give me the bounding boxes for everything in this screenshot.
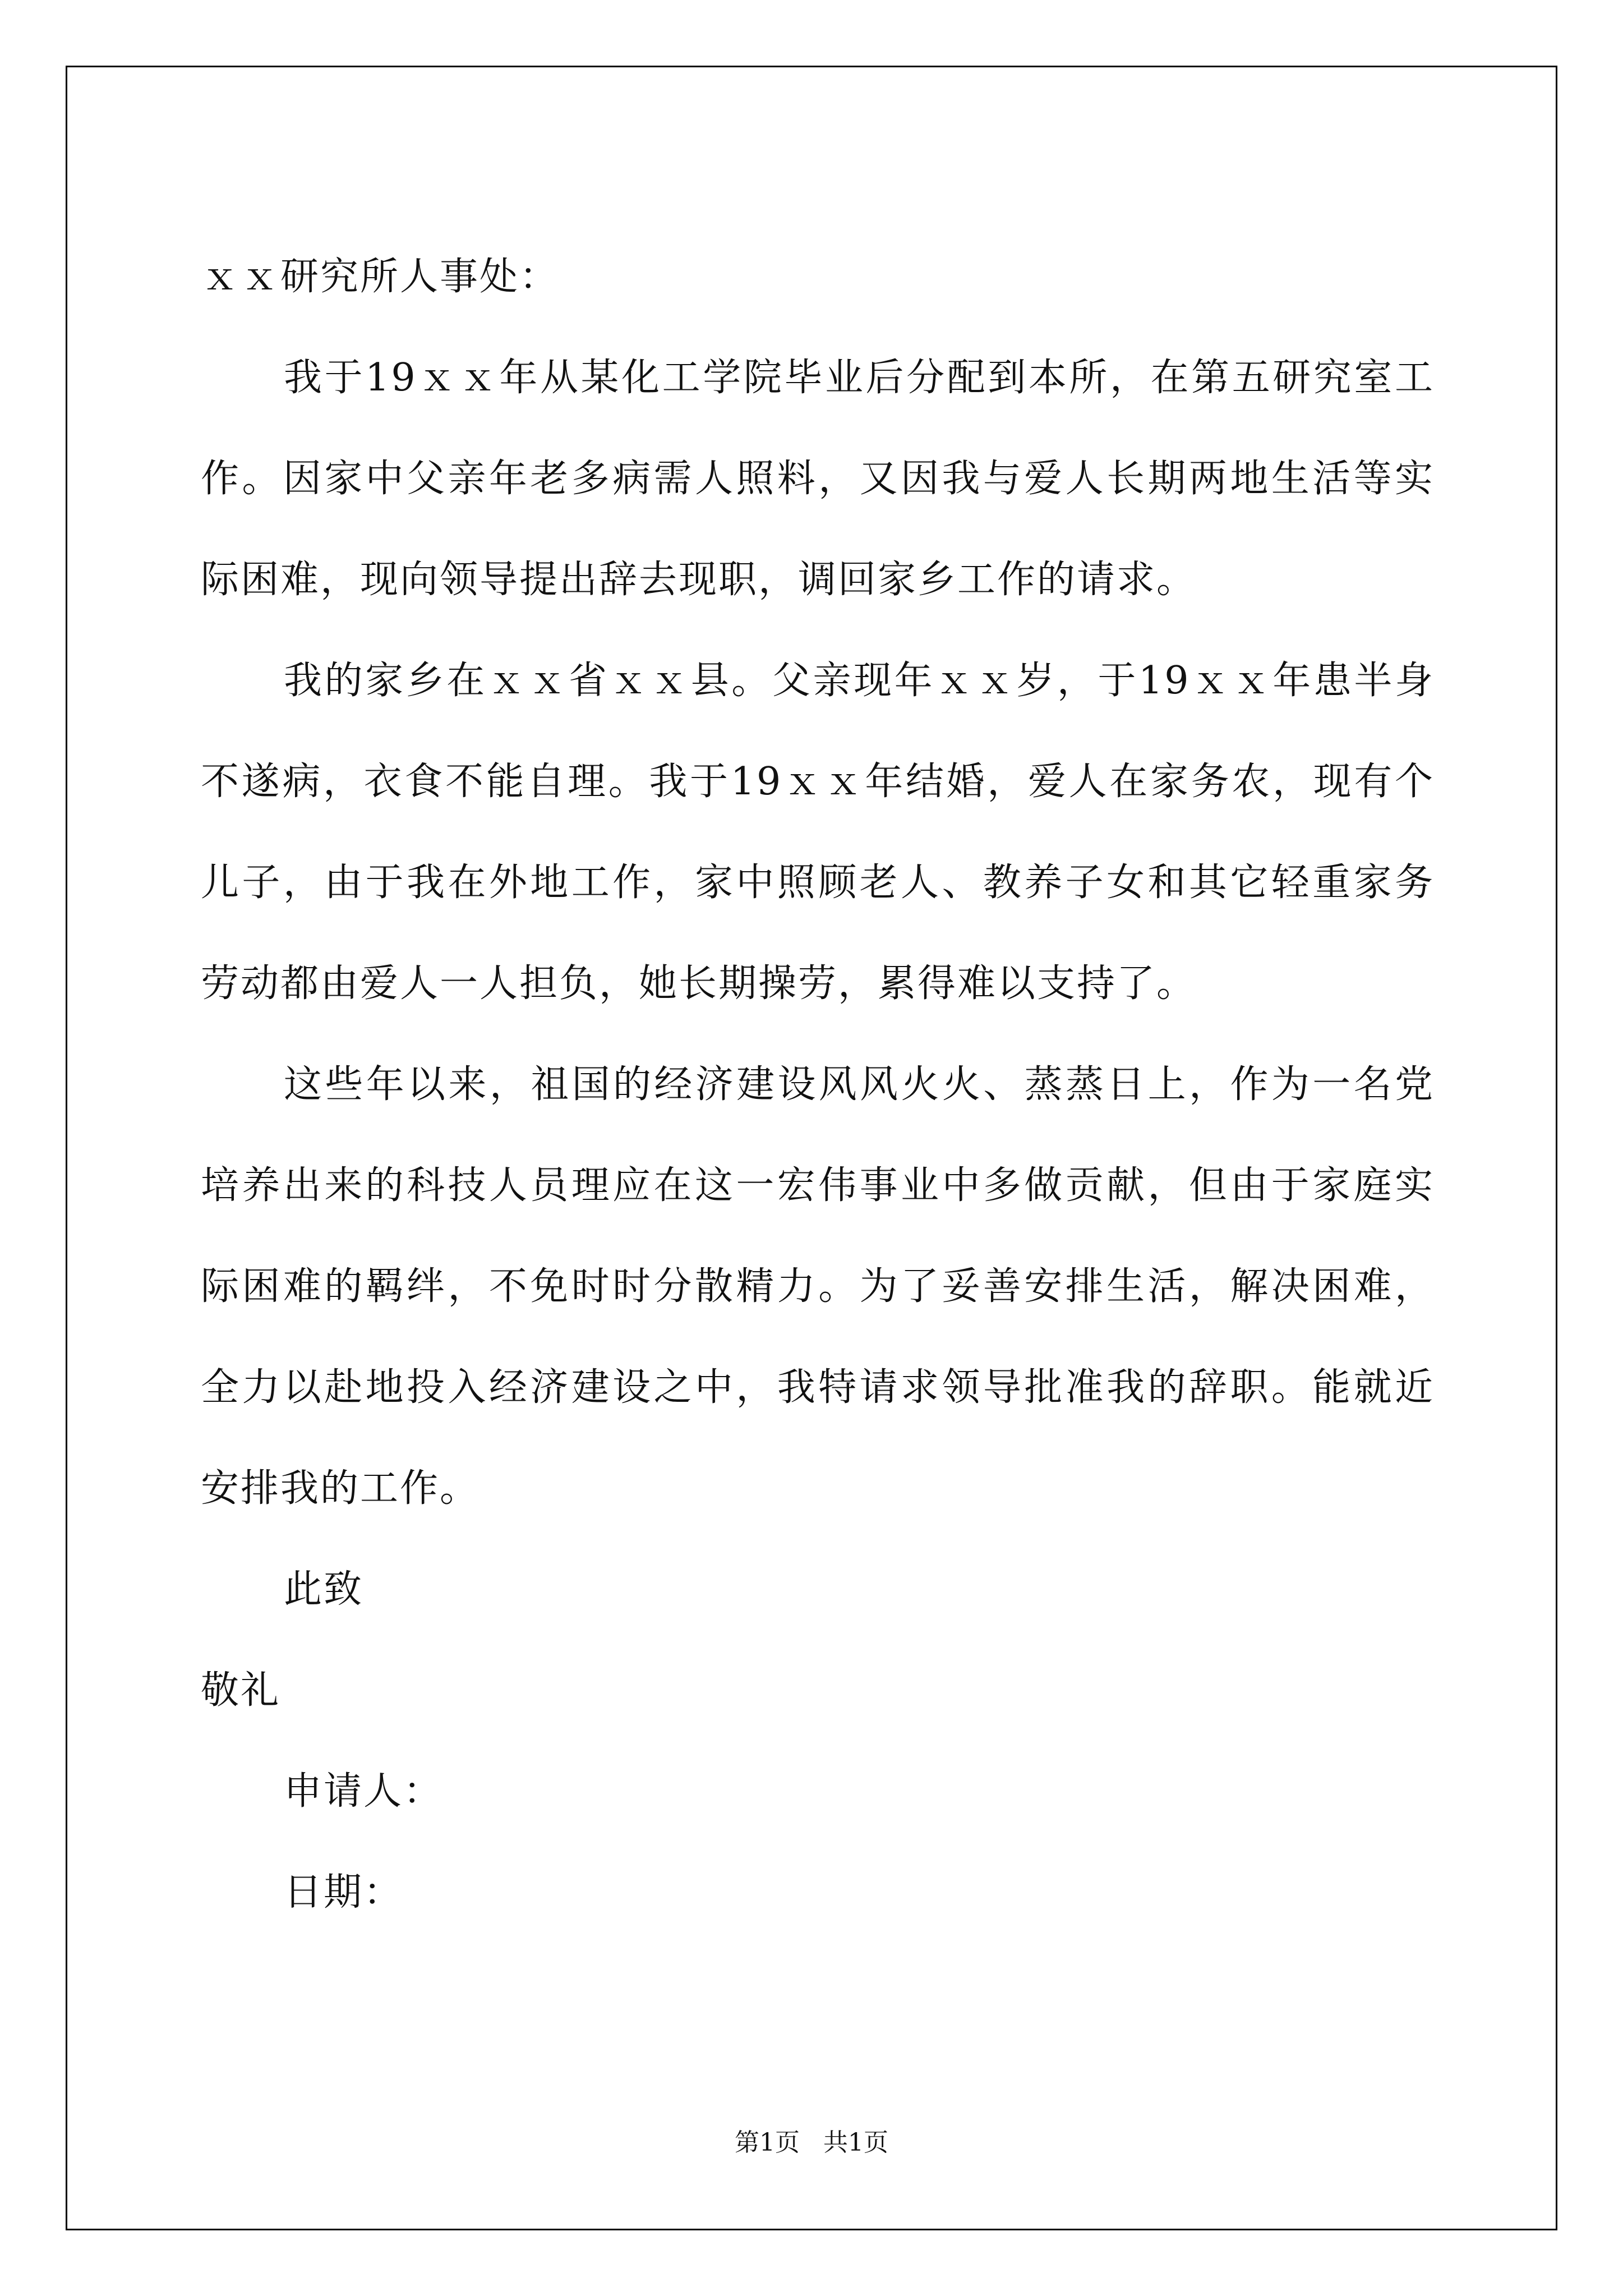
paragraph-line: 安排我的工作。 <box>201 1466 480 1511</box>
regards: 敬礼 <box>201 1668 281 1713</box>
paragraph-line: 儿子，由于我在外地工作，家中照顾老人、教养子女和其它轻重家务 <box>201 861 1435 905</box>
closing: 此致 <box>284 1567 364 1612</box>
paragraph-line: 不遂病，衣食不能自理。我于19ｘｘ年结婚，爱人在家务农，现有个 <box>201 760 1435 804</box>
page-footer: 第1页 共1页 <box>735 2128 888 2157</box>
salutation: ｘｘ研究所人事处： <box>201 255 560 299</box>
paragraph-line: 培养出来的科技人员理应在这一宏伟事业中多做贡献，但由于家庭实 <box>201 1163 1435 1208</box>
paragraph-line: 际困难，现向领导提出辞去现职，调回家乡工作的请求。 <box>201 558 1197 602</box>
paragraph-line: 际困难的羁绊，不免时时分散精力。为了妥善安排生活，解决困难， <box>201 1264 1435 1309</box>
paragraph-line: 全力以赴地投入经济建设之中，我特请求领导批准我的辞职。能就近 <box>201 1365 1435 1410</box>
paragraph-line: 我的家乡在ｘｘ省ｘｘ县。父亲现年ｘｘ岁，于19ｘｘ年患半身 <box>284 659 1435 703</box>
applicant-label: 申请人： <box>284 1769 444 1814</box>
paragraph-line: 这些年以来，祖国的经济建设风风火火、蒸蒸日上，作为一名党 <box>284 1062 1435 1107</box>
date-label: 日期： <box>284 1870 404 1915</box>
letter-body <box>201 227 1435 1943</box>
paragraph-line: 我于19ｘｘ年从某化工学院毕业后分配到本所，在第五研究室工 <box>284 356 1435 400</box>
paragraph-line: 劳动都由爱人一人担负，她长期操劳，累得难以支持了。 <box>201 961 1197 1006</box>
paragraph-line: 作。因家中父亲年老多病需人照料，又因我与爱人长期两地生活等实 <box>201 457 1435 501</box>
